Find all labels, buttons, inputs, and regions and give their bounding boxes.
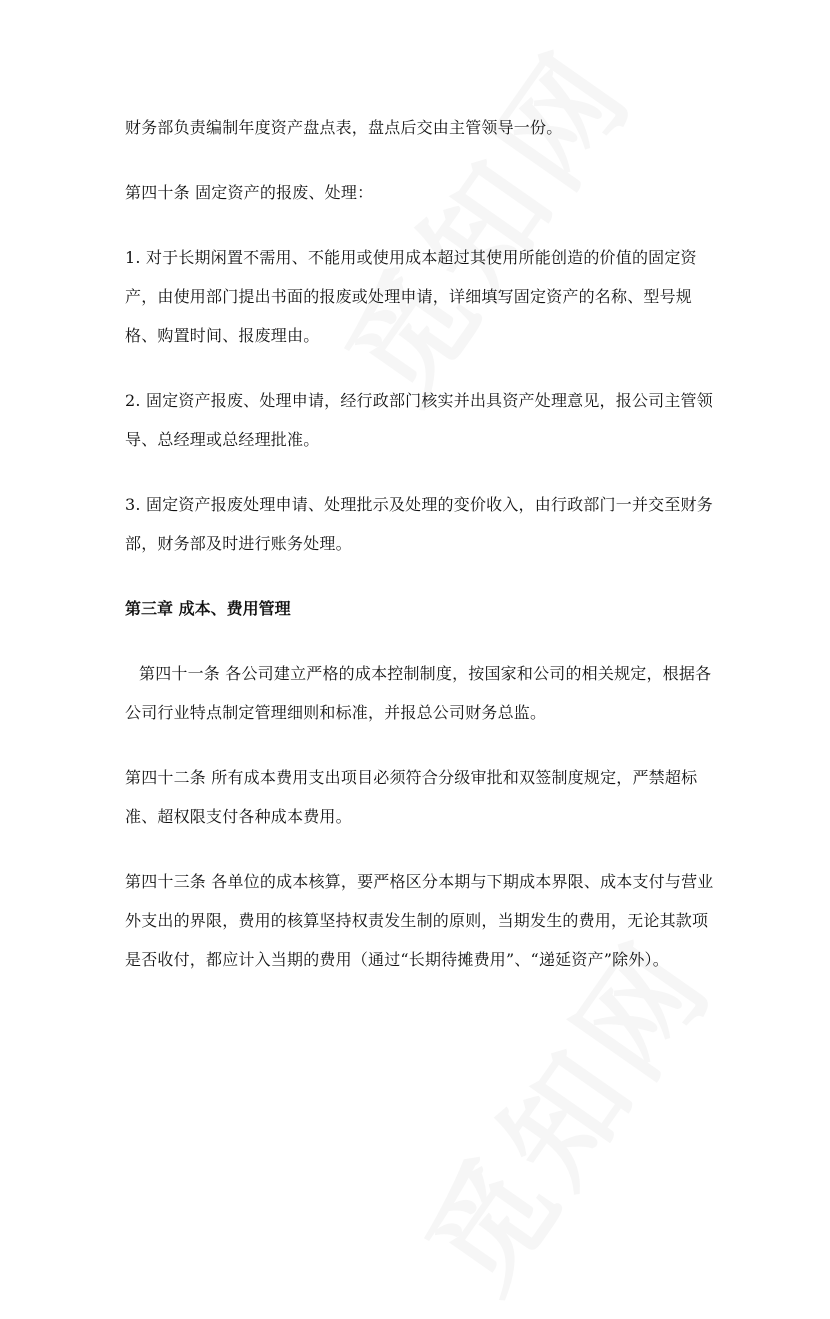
paragraph: 第四十二条 所有成本费用支出项目必须符合分级审批和双签制度规定，严禁超标准、超权限支付各种成本费用。 xyxy=(125,768,698,826)
document-body xyxy=(125,108,715,1005)
paragraph: 3. 固定资产报废处理申请、处理批示及处理的变价收入，由行政部门一并交至财务部，财务部及时进行账务处理。 xyxy=(125,495,713,553)
chapter-heading: 第三章 成本、费用管理 xyxy=(125,599,291,618)
paragraph: 财务部负责编制年度资产盘点表，盘点后交由主管领导一份。 xyxy=(125,118,563,137)
article-40-heading: 第四十条 固定资产的报废、处理： xyxy=(125,183,374,202)
paragraph: 第四十一条 各公司建立严格的成本控制制度，按国家和公司的相关规定，根据各公司行业特点制定管理细则和标准，并报总公司财务总监。 xyxy=(125,664,712,722)
paragraph: 1. 对于长期闲置不需用、不能用或使用成本超过其使用所能创造的价值的固定资产，由使用部门提出书面的报废或处理申请，详细填写固定资产的名称、型号规格、购置时间、报废理由。 xyxy=(125,248,697,345)
paragraph: 2. 固定资产报废、处理申请，经行政部门核实并出具资产处理意见，报公司主管领导、总经理或总经理批准。 xyxy=(125,391,713,449)
paragraph: 第四十三条 各单位的成本核算，要严格区分本期与下期成本界限、成本支付与营业外支出的界限，费用的核算坚持权责发生制的原则，当期发生的费用，无论其款项是否收付，都应计入当期的费用（通过“长期待摊费用”、“递延资产”除外）。 xyxy=(125,872,714,969)
